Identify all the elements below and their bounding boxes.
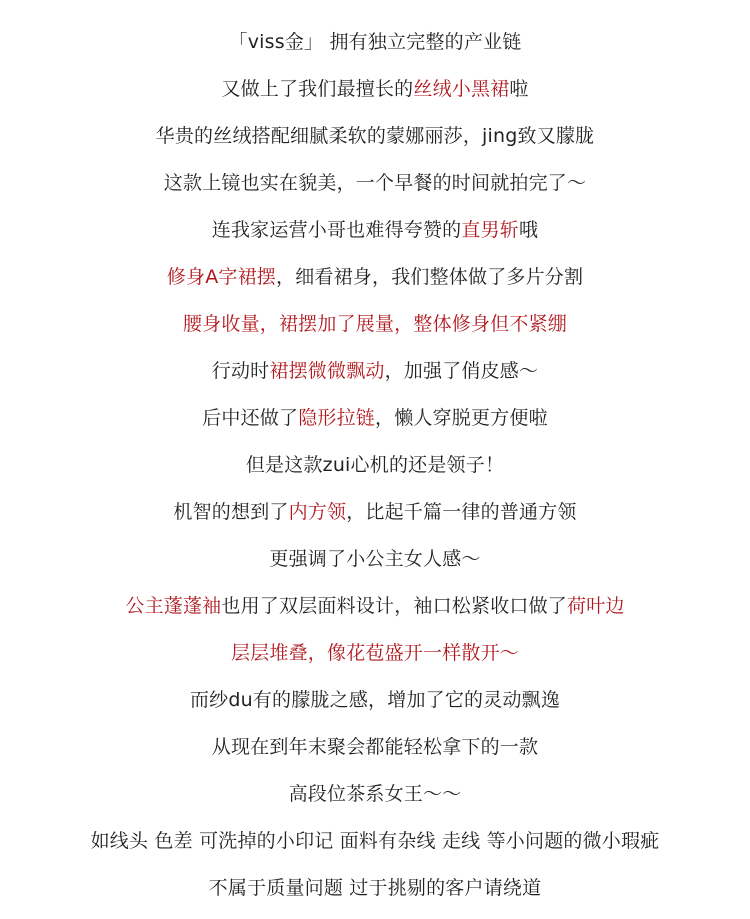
body-text: 不属于质量问题 过于挑剔的客户请绕道 bbox=[208, 877, 542, 899]
highlight-text: 层层堆叠，像花苞盛开一样散开～ bbox=[230, 642, 519, 664]
highlight-text: 荷叶边 bbox=[567, 595, 625, 617]
body-text: 机智的想到了 bbox=[173, 501, 289, 523]
highlight-text: 修身A字裙摆 bbox=[166, 266, 276, 288]
body-text: ，比起千篇一律的普通方领 bbox=[346, 501, 577, 523]
highlight-text: 公主蓬蓬袖 bbox=[125, 595, 222, 617]
text-line bbox=[0, 261, 750, 308]
body-text: ，加强了俏皮感～ bbox=[384, 360, 539, 382]
body-text: 连我家运营小哥也难得夸赞的 bbox=[211, 219, 462, 241]
body-text: 啦 bbox=[509, 78, 529, 100]
body-text: 而纱du有的朦胧之感，增加了它的灵动飘逸 bbox=[189, 689, 561, 711]
text-line bbox=[0, 590, 750, 637]
body-text: 又做上了我们最擅长的 bbox=[221, 78, 414, 100]
text-line bbox=[0, 120, 750, 167]
body-text: 也用了双层面料设计，袖口松紧收口做了 bbox=[221, 595, 567, 617]
body-text: 哦 bbox=[519, 219, 539, 241]
text-line bbox=[0, 167, 750, 214]
text-line bbox=[0, 778, 750, 825]
body-text: 「viss金」 拥有独立完整的产业链 bbox=[228, 31, 522, 53]
highlight-text: 丝绒小黑裙 bbox=[413, 78, 510, 100]
text-line bbox=[0, 543, 750, 590]
text-line bbox=[0, 637, 750, 684]
body-text: 从现在到年末聚会都能轻松拿下的一款 bbox=[211, 736, 539, 758]
text-line bbox=[0, 402, 750, 449]
text-line bbox=[0, 496, 750, 543]
highlight-text: 腰身收量，裙摆加了展量，整体修身但不紧绷 bbox=[182, 313, 567, 335]
text-line bbox=[0, 684, 750, 731]
body-text: 行动时 bbox=[211, 360, 270, 382]
body-text: 华贵的丝绒搭配细腻柔软的蒙娜丽莎，jing致又朦胧 bbox=[155, 125, 595, 147]
highlight-text: 直男斩 bbox=[461, 219, 519, 241]
body-text: 高段位茶系女王～～ bbox=[288, 783, 462, 805]
body-text: 更强调了小公主女人感～ bbox=[269, 548, 481, 570]
text-line bbox=[0, 355, 750, 402]
body-text: ，懒人穿脱更方便啦 bbox=[375, 407, 548, 429]
text-line bbox=[0, 308, 750, 355]
body-text: 如线头 色差 可洗掉的小印记 面料有杂线 走线 等小问题的微小瑕疵 bbox=[90, 830, 660, 852]
text-line bbox=[0, 73, 750, 120]
highlight-text: 隐形拉链 bbox=[298, 407, 375, 429]
body-text: ，细看裙身，我们整体做了多片分割 bbox=[276, 266, 584, 288]
text-line bbox=[0, 731, 750, 778]
text-line bbox=[0, 825, 750, 872]
text-line bbox=[0, 872, 750, 919]
body-text: 但是这款zui心机的还是领子！ bbox=[245, 454, 505, 476]
body-text: 这款上镜也实在貌美，一个早餐的时间就拍完了～ bbox=[163, 172, 587, 194]
text-line bbox=[0, 449, 750, 496]
highlight-text: 内方领 bbox=[288, 501, 347, 523]
description-lines bbox=[0, 26, 750, 919]
highlight-text: 裙摆微微飘动 bbox=[269, 360, 385, 382]
text-line bbox=[0, 214, 750, 261]
text-line bbox=[0, 26, 750, 73]
body-text: 后中还做了 bbox=[202, 407, 299, 429]
